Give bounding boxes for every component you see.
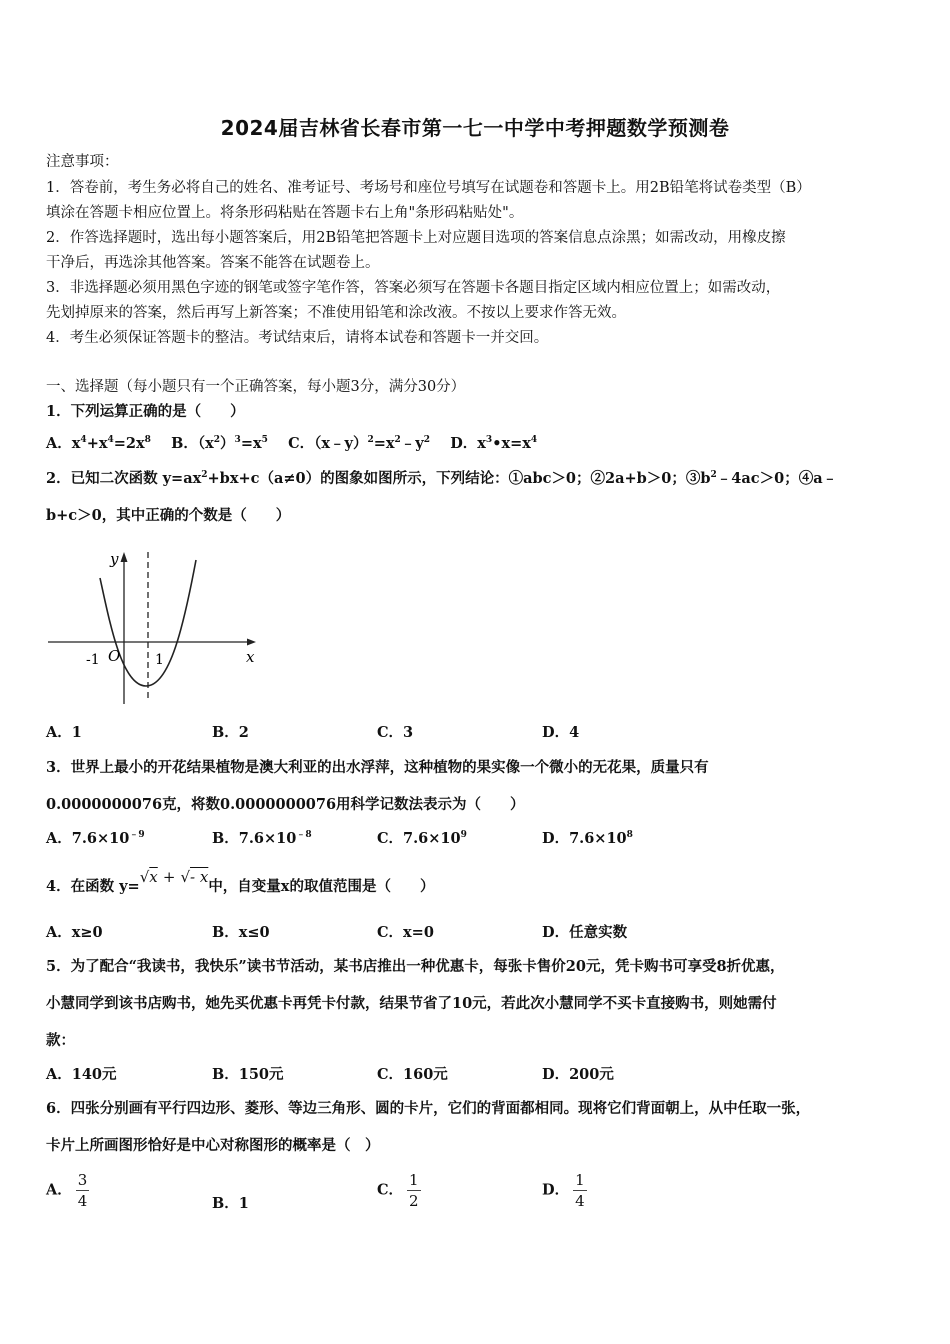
question-1-options [46, 434, 537, 454]
fraction-one-quarter: $\frac{1}{4}$ [575, 1171, 585, 1210]
q6-option-d: D． $\frac{1}{4}$ [542, 1171, 585, 1210]
notice-line-2: 填涂在答题卡相应位置上。将条形码粘贴在答题卡右上角"条形码粘贴处"。 [46, 205, 524, 221]
fraction-three-quarters: $\frac{3}{4}$ [77, 1171, 88, 1210]
question-5-line-3: 款： [46, 1032, 75, 1049]
q2-option-d: D．4 [542, 724, 580, 741]
q4-option-c: C．x=0 [377, 924, 434, 941]
y-axis-arrow [121, 552, 128, 562]
q1-option-c: C．$(x﹣y)^2=x^2﹣y^2$ [288, 435, 430, 452]
notice-heading: 注意事项： [46, 154, 119, 170]
q5-option-a: A．140元 [46, 1066, 117, 1083]
q1-option-d: D．$x^3•x=x^4$ [450, 435, 538, 452]
q3-option-c: C．$7.6\times 10^9$ [377, 830, 467, 847]
notice-line-7: 4．考生必须保证答题卡的整洁。考试结束后，请将本试卷和答题卡一并交回。 [46, 330, 549, 346]
x-axis-arrow [247, 639, 256, 646]
q3-option-b: B．$7.6\times 10^{﹣8}$ [212, 830, 312, 847]
question-6-line-1: 6．四张分别画有平行四边形、菱形、等边三角形、圆的卡片，它们的背面都相同。现将它们背面朝上，从中任取一张， [46, 1100, 811, 1117]
question-6-line-2: 卡片上所画图形恰好是中心对称图形的概率是（ ） [46, 1137, 380, 1154]
q3-option-a: A．$7.6\times 10^{﹣9}$ [46, 830, 145, 847]
notice-line-1: 1．答卷前，考生务必将自己的姓名、准考证号、考场号和座位号填写在试题卷和答题卡上。用2B铅笔将试卷类型（B） [46, 180, 811, 196]
question-1-stem: 1．下列运算正确的是（ ） [46, 403, 245, 420]
q1-option-a: A．$x^4+x^4=2x^8$ [46, 435, 151, 452]
q6-option-a: A． $\frac{3}{4}$ [46, 1171, 88, 1210]
q2-option-c: C．3 [377, 724, 414, 741]
notice-line-6: 先划掉原来的答案，然后再写上新答案；不准使用铅笔和涂改液。不按以上要求作答无效。 [46, 305, 626, 321]
q5-option-b: B．150元 [212, 1066, 284, 1083]
q4-option-d: D．任意实数 [542, 924, 628, 941]
q5-option-c: C．160元 [377, 1066, 448, 1083]
section-heading: 一、选择题（每小题只有一个正确答案，每小题3分，满分30分） [46, 379, 466, 395]
question-2-line-1: 2．已知二次函数 $y=ax^2+bx+c(a\ne 0)$的图象如图所示，下列结论：①abc＞0；②2a+b＞0；$③b^2﹣4ac>0$；④a﹣ [46, 470, 838, 487]
question-3-line-1: 3．世界上最小的开花结果植物是澳大利亚的出水浮萍，这种植物的果实像一个微小的无花果，质量只有 [46, 759, 709, 776]
q4-option-a: A．x≥0 [46, 924, 103, 941]
radical-sqrt-x: √x [139, 868, 158, 886]
question-3-line-2: 0.0000000076克，将数0.0000000076用科学记数法表示为（ ） [46, 796, 525, 813]
q2-option-a: A．1 [46, 724, 82, 741]
origin-label: O [108, 647, 121, 665]
tick-label-1: 1 [155, 652, 164, 668]
x-axis-label: x [246, 648, 255, 666]
tick-label-neg-1: -1 [86, 652, 100, 668]
q6-option-c: C． $\frac{1}{2}$ [377, 1171, 419, 1210]
notice-line-3: 2．作答选择题时，选出每小题答案后，用2B铅笔把答题卡上对应题目选项的答案信息点涂黑；如需改动，用橡皮擦 [46, 230, 786, 246]
notice-line-5: 3．非选择题必须用黑色字迹的钢笔或签字笔作答，答案必须写在答题卡各题目指定区域内相应位置上；如需改动， [46, 280, 781, 296]
radical-sqrt-neg-x: √- x [180, 868, 209, 886]
notice-line-4: 干净后，再选涂其他答案。答案不能答在试题卷上。 [46, 255, 380, 271]
page-title: 2024届吉林省长春市第一七一中学中考押题数学预测卷 [220, 116, 730, 140]
question-4-stem: 4．在函数 y=√x + √- x中，自变量x的取值范围是（ ） [46, 868, 435, 895]
question-5-line-2: 小慧同学到该书店购书，她先买优惠卡再凭卡付款，结果节省了10元，若此次小慧同学不买卡直接购书，则她需付 [46, 995, 777, 1012]
q1-option-b: B．$(x^2)^3=x^5$ [171, 435, 268, 452]
question-2-line-2: b+c＞0，其中正确的个数是（ ） [46, 507, 291, 524]
q6-option-b: B．1 [212, 1195, 249, 1212]
question-5-line-1: 5．为了配合“我读书，我快乐”读书节活动，某书店推出一种优惠卡，每张卡售价20元，凭卡购书可享受8折优惠， [46, 958, 785, 975]
y-axis-label: y [110, 550, 119, 568]
q3-option-d: D．$7.6\times 10^8$ [542, 830, 633, 847]
q5-option-d: D．200元 [542, 1066, 614, 1083]
q2-option-b: B．2 [212, 724, 249, 741]
parabola-graph [44, 544, 264, 709]
q4-option-b: B．x≤0 [212, 924, 270, 941]
fraction-one-half: $\frac{1}{2}$ [409, 1171, 419, 1210]
